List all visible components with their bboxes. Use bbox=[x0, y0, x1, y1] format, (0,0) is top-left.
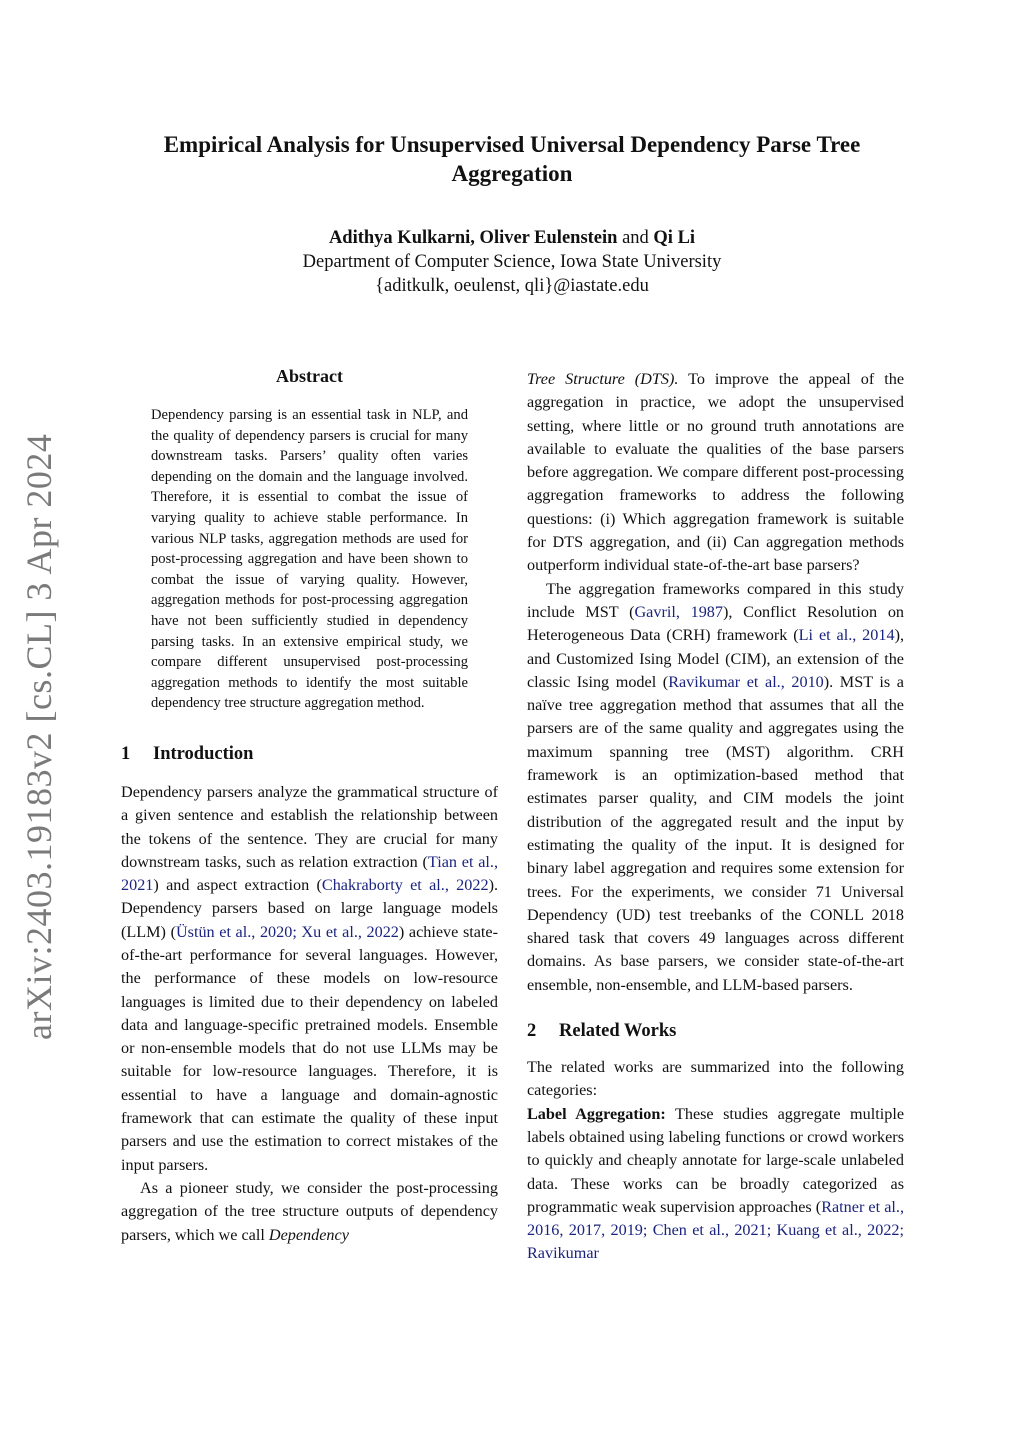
related-paragraph-2 bbox=[527, 1103, 904, 1266]
section-1-number: 1 bbox=[121, 743, 131, 764]
citation-li[interactable]: Li et al., 2014 bbox=[798, 626, 895, 645]
title-line-2: Aggregation bbox=[451, 161, 573, 186]
author-block bbox=[100, 226, 924, 298]
citation-ustun-xu[interactable]: Üstün et al., 2020; Xu et al., 2022 bbox=[175, 922, 399, 941]
related-p2-text: These studies aggregate multiple labels obtained using labeling functions or crowd workers to quickly and cheaply annotate for large-scale unlabeled data. These works can be broadly categorized as programmatic weak supervision approaches ( bbox=[527, 1104, 905, 1216]
section-1-title: Introduction bbox=[153, 743, 254, 764]
intro-p2-text-a: As a pioneer study, we consider the post-processing aggregation of the tree structure outputs of dependency parsers, which we call bbox=[121, 1178, 498, 1244]
intro-paragraph-2-continued bbox=[527, 368, 904, 578]
intro-p1-text-d: ) achieve state-of-the-art performance for several languages. However, the performance of these models on low-resource languages is limited due to their dependency on labeled data and language-specific pretrained models. Ensemble or non-ensemble models that do not use LLMs may be suitable for low-resource languages. Therefore, it is essential to have a language and domain-agnostic framework that can estimate the quality of these input parsers and use the estimation to correct mistakes of the input parsers. bbox=[121, 922, 499, 1174]
section-2-title: Related Works bbox=[559, 1021, 677, 1042]
label-aggregation-head: Label Aggregation: bbox=[527, 1104, 666, 1123]
related-paragraph-1: The related works are summarized into the following categories: bbox=[527, 1058, 904, 1100]
section-2-heading bbox=[527, 1021, 904, 1042]
right-p1-emphasis: Tree Structure (DTS). bbox=[527, 370, 679, 388]
intro-paragraph-2 bbox=[121, 1177, 498, 1247]
section-1-heading bbox=[121, 744, 498, 765]
paper-title bbox=[100, 130, 924, 188]
author-names-2: Qi Li bbox=[653, 228, 696, 248]
intro-p1-text-a: Dependency parsers analyze the grammatical structure of a given sentence and establish the relationship between the tokens of the sentence. They are crucial for many downstream tasks, such as relation extraction ( bbox=[121, 782, 498, 871]
intro-p1-text-b: ) and aspect extraction ( bbox=[153, 876, 322, 895]
abstract-text: Dependency parsing is an essential task in NLP, and the quality of dependency parsers is crucial for many downstream tasks. Parsers’ quality often varies depending on the domain and the language involved. Therefore, it is essential to combat the issue of varying quality to achieve stable performance. In various NLP tasks, aggregation methods are used for post-processing aggregation and have been shown to combat the issue of varying quality. However, aggregation methods for post-processing aggregation have not been sufficiently studied in dependency parsing tasks. In an extensive empirical study, we compare different unsupervised post-processing aggregation methods to identify the most suitable dependency tree structure aggregation method. bbox=[151, 407, 468, 712]
citation-gavril[interactable]: Gavril, 1987 bbox=[634, 602, 723, 621]
email: {aditkulk, oeulenst, qli}@iastate.edu bbox=[375, 276, 649, 296]
intro-p2-emphasis: Dependency bbox=[268, 1225, 349, 1244]
abstract-heading: Abstract bbox=[276, 366, 343, 386]
right-p2-text-b: ), Conflict Resolution on Heterogeneous Data (CRH) framework ( bbox=[527, 602, 905, 645]
title-line-1: Empirical Analysis for Unsupervised Universal Dependency Parse Tree bbox=[163, 132, 861, 157]
left-column bbox=[121, 364, 498, 1247]
right-p2-text-c: ), and Customized Ising Model (CIM), an extension of the classic Ising model ( bbox=[527, 626, 904, 691]
right-p2-text-a: The aggregation frameworks compared in this study include MST ( bbox=[527, 579, 904, 621]
author-names bbox=[100, 226, 924, 250]
right-p2-text-d: ). MST is a naïve tree aggregation method that assumes that all the parsers are of the same quality and aggregates using the maximum spanning tree (MST) algorithm. CRH framework is an optimization-based method that estimates parser quality, and CIM models the joint distribution of the aggregated result and the input by estimating the quality of the input. It is designed for binary label aggregation and requires some extension for trees. For the experiments, we consider 71 Universal Dependency (UD) test treebanks of the CONLL 2018 shared task that covers 49 languages across different domains. As base parsers, we consider state-of-the-art ensemble, non-ensemble, and LLM-based parsers. bbox=[527, 672, 904, 994]
intro-p1-text-c: ). Dependency parsers based on large language models (LLM) ( bbox=[121, 876, 498, 941]
author-and: and bbox=[622, 228, 649, 248]
intro-paragraph-3 bbox=[527, 578, 904, 997]
affiliation: Department of Computer Science, Iowa State University bbox=[302, 252, 722, 272]
citation-ratner-chen-kuang-ravikumar[interactable]: Ratner et al., 2016, 2017, 2019; Chen et al., 2021; Kuang et al., 2022; Ravikumar bbox=[527, 1197, 904, 1263]
citation-chakraborty[interactable]: Chakraborty et al., 2022 bbox=[321, 876, 489, 895]
citation-ravikumar-2010[interactable]: Ravikumar et al., 2010 bbox=[668, 672, 824, 691]
arxiv-stamp: arXiv:2403.19183v2 [cs.CL] 3 Apr 2024 bbox=[19, 433, 59, 1040]
section-2-number: 2 bbox=[527, 1021, 537, 1042]
intro-paragraph-1 bbox=[121, 781, 498, 1177]
right-column bbox=[527, 368, 904, 1266]
right-p1-text: To improve the appeal of the aggregation in practice, we adopt the unsupervised setting, where little or no ground truth annotations are available to evaluate the qualities of the base parsers before aggregation. We compare different post-processing aggregation frameworks to address the following questions: (i) Which aggregation framework is suitable for DTS aggregation, and (ii) Can aggregation methods outperform individual state-of-the-art base parsers? bbox=[527, 370, 905, 575]
citation-tian[interactable]: Tian et al., 2021 bbox=[121, 852, 498, 895]
author-names-1: Adithya Kulkarni, Oliver Eulenstein bbox=[328, 228, 618, 248]
